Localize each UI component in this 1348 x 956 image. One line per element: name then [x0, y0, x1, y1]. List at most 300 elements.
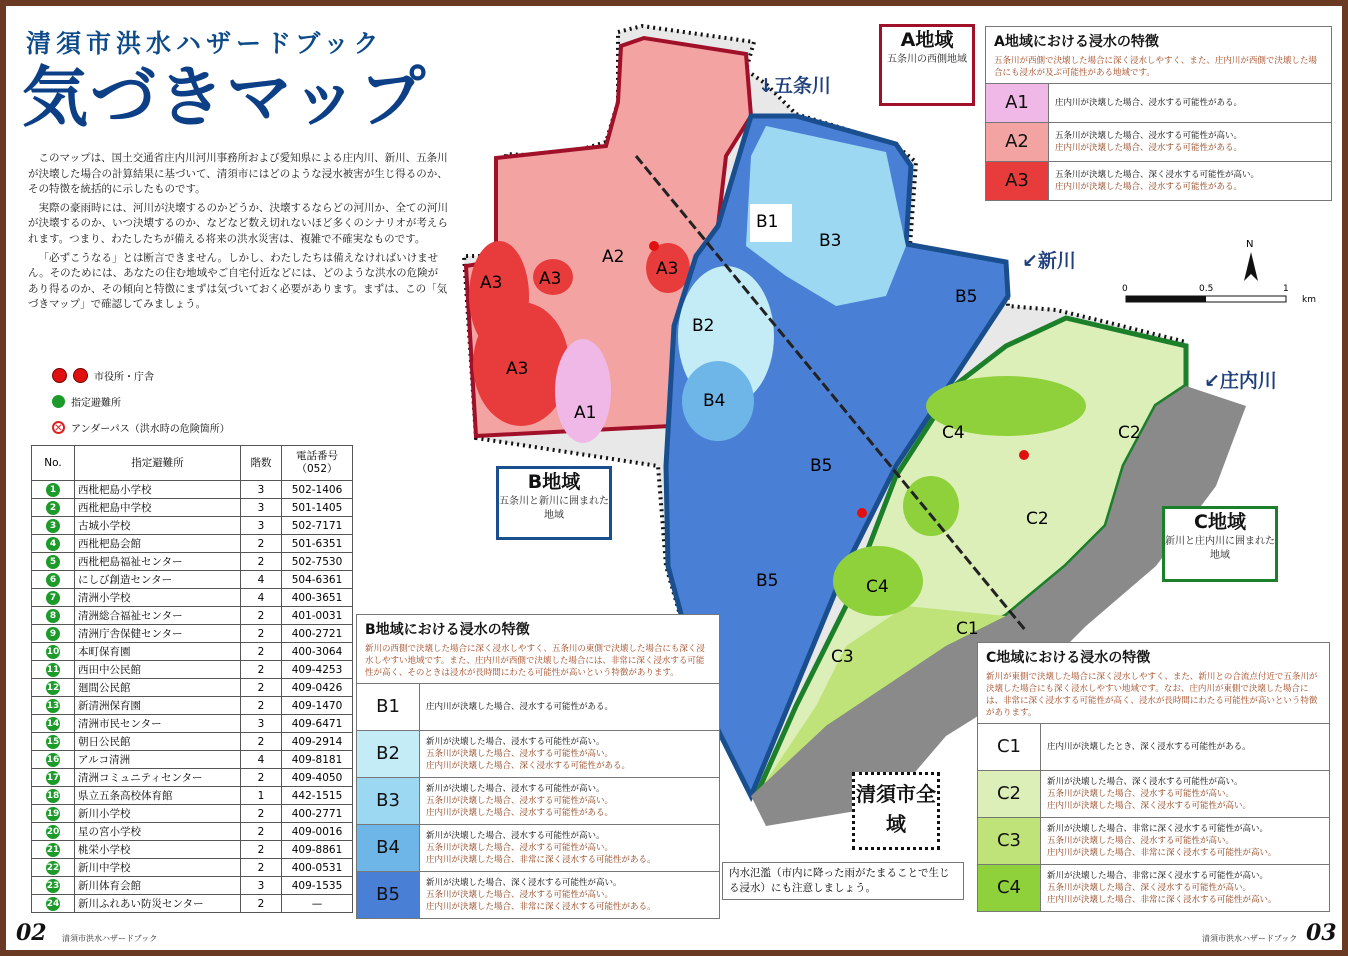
feature-code: A2 — [986, 123, 1049, 162]
shelter-number-icon: 6 — [46, 573, 60, 587]
shelter-name: 清洲総合福祉センター — [75, 607, 241, 625]
feature-text — [420, 872, 720, 919]
feature-line: 庄内川が決壊した場合、非常に深く浸水する可能性がある。 — [426, 855, 656, 865]
shelter-phone: 504-6361 — [282, 571, 353, 589]
table-row — [32, 769, 353, 787]
feature-line: 新川が決壊した場合、浸水する可能性が高い。 — [426, 737, 605, 747]
table-row — [32, 751, 353, 769]
shelter-no — [32, 499, 75, 517]
feature-row — [978, 865, 1329, 912]
feature-box-a — [985, 26, 1332, 201]
shelter-floors: 3 — [241, 499, 282, 517]
table-row — [32, 787, 353, 805]
label-c2-b: C2 — [1026, 509, 1049, 529]
feature-text — [1041, 724, 1330, 771]
shelter-number-icon: 17 — [46, 772, 60, 783]
table-row — [32, 553, 353, 571]
feature-line: 五条川が決壊した場合、浸水する可能性が高い。 — [426, 796, 614, 806]
shelter-no — [32, 643, 75, 661]
table-row — [32, 823, 353, 841]
feature-line: 庄内川が決壊した場合、浸水する可能性がある。 — [426, 702, 614, 712]
shelter-name: 本町保育園 — [75, 643, 241, 661]
table-row — [32, 535, 353, 553]
shelter-no — [32, 823, 75, 841]
feature-code: C2 — [978, 771, 1041, 818]
feature-text — [420, 684, 720, 731]
feature-row — [986, 123, 1331, 162]
feature-line: 新川が決壊した場合、深く浸水する可能性が高い。 — [426, 878, 622, 888]
feature-line: 五条川が決壊した場合、浸水する可能性が高い。 — [426, 890, 614, 900]
shelter-no — [32, 769, 75, 787]
feature-code: A3 — [986, 162, 1049, 201]
shelter-number-icon: 18 — [46, 790, 60, 801]
shelter-no — [32, 751, 75, 769]
feature-code: B1 — [357, 684, 420, 731]
shelter-no — [32, 877, 75, 895]
shelter-floors: 4 — [241, 571, 282, 589]
shelter-number-icon: 10 — [46, 646, 60, 657]
feature-line: 五条川が決壊した場合、浸水する可能性が高い。 — [1055, 131, 1243, 141]
feature-b-title: B地域における浸水の特徴 — [365, 622, 530, 638]
label-b5-b: B5 — [810, 456, 833, 476]
shelter-floors: 4 — [241, 589, 282, 607]
table-row — [32, 661, 353, 679]
shelter-no — [32, 517, 75, 535]
feature-line: 庄内川が決壊した場合、非常に深く浸水する可能性が高い。 — [1047, 848, 1277, 858]
scale-bar-fill — [1126, 296, 1206, 302]
feature-text — [1041, 771, 1330, 818]
legend-city-hall-label: 市役所・庁舎 — [94, 371, 154, 383]
feature-text — [420, 731, 720, 778]
feature-code: C1 — [978, 724, 1041, 771]
shelter-phone: 400-3064 — [282, 643, 353, 661]
shelter-floors: 3 — [241, 715, 282, 733]
table-row — [32, 679, 353, 697]
footer-book-name-right: 清須市洪水ハザードブック — [1202, 934, 1298, 943]
feature-line: 庄内川が決壊した場合、非常に深く浸水する可能性がある。 — [426, 902, 656, 912]
shelter-name: 西枇杷島会館 — [75, 535, 241, 553]
feature-box-c — [977, 642, 1330, 912]
table-row — [32, 841, 353, 859]
shelter-name: アルコ清洲 — [75, 751, 241, 769]
feature-line: 庄内川が決壊した場合、非常に深く浸水する可能性が高い。 — [1047, 895, 1277, 905]
scale-zero: 0 — [1122, 284, 1128, 294]
callout-b-title: B地域 — [527, 471, 581, 493]
feature-line: 新川が決壊した場合、深く浸水する可能性が高い。 — [1047, 777, 1243, 787]
zone-a1 — [555, 339, 611, 443]
feature-line: 五条川が決壊した場合、浸水する可能性が高い。 — [1047, 789, 1235, 799]
shelter-name: 清洲庁舎保健センター — [75, 625, 241, 643]
shelter-number-icon: 19 — [46, 808, 60, 819]
feature-line: 五条川が決壊した場合、深く浸水する可能性が高い。 — [1047, 883, 1252, 893]
feature-a-title: A地域における浸水の特徴 — [994, 34, 1159, 50]
callout-a-sub: 五条川の西側地域 — [887, 54, 967, 65]
feature-code: B4 — [357, 825, 420, 872]
callout-c — [1162, 506, 1278, 582]
table-row — [32, 517, 353, 535]
shelter-floors: 2 — [241, 643, 282, 661]
shelter-floors: 2 — [241, 607, 282, 625]
shelter-phone: 401-0031 — [282, 607, 353, 625]
label-a3-b: A3 — [539, 269, 562, 289]
page-number-right: 03 — [1306, 920, 1337, 946]
feature-code: B5 — [357, 872, 420, 919]
shelter-name: 西田中公民館 — [75, 661, 241, 679]
page-number-left: 02 — [16, 920, 47, 946]
feature-text — [1049, 84, 1332, 123]
shelter-number-icon: 15 — [46, 736, 60, 747]
shelter-floors: 2 — [241, 697, 282, 715]
shelter-phone: 502-1406 — [282, 481, 353, 499]
feature-code: C4 — [978, 865, 1041, 912]
shelter-name: 清洲小学校 — [75, 589, 241, 607]
feature-c-title: C地域における浸水の特徴 — [986, 650, 1151, 666]
river-label-gojo — [758, 71, 831, 98]
shelter-phone: 502-7530 — [282, 553, 353, 571]
shelter-name: 新清洲保育園 — [75, 697, 241, 715]
shelter-no — [32, 535, 75, 553]
feature-row — [357, 684, 719, 731]
feature-text — [1041, 818, 1330, 865]
callout-c-sub: 新川と庄内川に囲まれた地域 — [1165, 536, 1275, 561]
legend-city-hall — [52, 366, 154, 384]
legend-shelter-label: 指定避難所 — [71, 397, 121, 409]
intro-paragraph-2: 実際の豪雨時には、河川が決壊するのかどうか、決壊するならどの河川か、全ての河川が決壊するのか、いつ決壊するのか、などなど数え切れないほど多くのシナリオが考えられます。つまり、わたしたちが備える将来の洪水災害は、複雑で不確実なものです。 — [28, 201, 448, 245]
shelter-phone: 502-7171 — [282, 517, 353, 535]
feature-a-table — [986, 83, 1331, 200]
label-b2: B2 — [692, 316, 715, 336]
shelter-floors: 1 — [241, 787, 282, 805]
shelter-floors: 2 — [241, 661, 282, 679]
shelter-table-header — [32, 446, 353, 481]
shelter-floors: 2 — [241, 535, 282, 553]
city-hall-marker — [1019, 450, 1029, 460]
feature-c-table — [978, 723, 1329, 911]
feature-line: 五条川が決壊した場合、浸水する可能性が高い。 — [1047, 836, 1235, 846]
shelter-number-icon: 3 — [46, 519, 60, 533]
shelter-number-icon: 2 — [46, 501, 60, 515]
feature-c-desc: 新川が東側で決壊した場合に深く浸水しやすく、また、新川との合流点付近で五条川が決壊した場合にも深く浸水しやすい地域です。なお、庄内川が東側で決壊した場合には、非常に深く浸水する可能性が高く、浸水が長時間にわたる可能性が高いという特徴があります。 — [986, 672, 1318, 718]
table-row — [32, 859, 353, 877]
shelter-phone: 400-0531 — [282, 859, 353, 877]
shelter-floors: 2 — [241, 769, 282, 787]
feature-row — [986, 84, 1331, 123]
shelter-name: 星の宮小学校 — [75, 823, 241, 841]
col-floors: 階数 — [241, 446, 282, 481]
feature-code: B3 — [357, 778, 420, 825]
shelter-no — [32, 571, 75, 589]
shelter-name: 古城小学校 — [75, 517, 241, 535]
table-row — [32, 805, 353, 823]
city-hall-icon — [52, 368, 67, 383]
shelter-number-icon: 9 — [46, 627, 60, 641]
feature-row — [357, 872, 719, 919]
shelter-floors: 2 — [241, 553, 282, 571]
table-row — [32, 697, 353, 715]
label-b1: B1 — [756, 212, 779, 232]
shelter-table-body — [32, 481, 353, 913]
feature-line: 新川が決壊した場合、非常に深く浸水する可能性が高い。 — [1047, 824, 1269, 834]
shelter-no — [32, 661, 75, 679]
shelter-phone: 409-0426 — [282, 679, 353, 697]
intro-paragraph-3: 「必ずこうなる」とは断言できません。しかし、わたしたちは備えなければいけません。そのためには、あなたの住む地域やご自宅付近などには、どのような洪水の危険があり得るのか、その傾向と特徴にまずは気づいておく必要があります。まずは、この「気づきマップ」で確認してみましょう。 — [28, 251, 448, 311]
shelter-name: 清洲市民センター — [75, 715, 241, 733]
shelter-name: にしび創造センター — [75, 571, 241, 589]
shelter-phone: 501-1405 — [282, 499, 353, 517]
shelter-floors: 2 — [241, 859, 282, 877]
shelter-name: 清洲コミュニティセンター — [75, 769, 241, 787]
callout-b-sub: 五条川と新川に囲まれた地域 — [499, 496, 609, 521]
shelter-name: 県立五条高校体育館 — [75, 787, 241, 805]
label-c1: C1 — [956, 619, 979, 639]
label-a3-d: A3 — [656, 259, 679, 279]
north-label: N — [1246, 239, 1254, 250]
river-gojo-name: 五条川 — [773, 75, 831, 97]
shelter-name: 新川体育会館 — [75, 877, 241, 895]
shelter-phone: 409-8861 — [282, 841, 353, 859]
label-a2: A2 — [602, 247, 625, 267]
callout-all-title: 清須市全域 — [856, 782, 936, 836]
shelter-no — [32, 607, 75, 625]
shelter-floors: 2 — [241, 805, 282, 823]
callout-c-title: C地域 — [1194, 511, 1246, 533]
shelter-number-icon: 11 — [46, 664, 60, 675]
legend-underpass-label: アンダーパス（洪水時の危険箇所） — [71, 423, 230, 435]
shelter-floors: 4 — [241, 751, 282, 769]
feature-line: 五条川が決壊した場合、浸水する可能性が高い。 — [426, 749, 614, 759]
shelter-number-icon: 13 — [46, 700, 60, 711]
label-c2-a: C2 — [1118, 423, 1141, 443]
table-row — [32, 733, 353, 751]
shelter-name: 西枇杷島福祉センター — [75, 553, 241, 571]
shelter-table — [31, 445, 353, 913]
arrow-down-left-icon: ↙ — [1022, 250, 1038, 272]
col-phone: 電話番号（052） — [282, 446, 353, 481]
feature-line: 新川が決壊した場合、浸水する可能性が高い。 — [426, 784, 605, 794]
feature-line: 庄内川が決壊した場合、浸水する可能性がある。 — [1055, 182, 1243, 192]
shelter-name: 廻間公民館 — [75, 679, 241, 697]
city-hall-marker — [649, 241, 659, 251]
feature-line: 庄内川が決壊した場合、浸水する可能性がある。 — [426, 808, 614, 818]
north-arrow-icon — [1244, 252, 1258, 281]
feature-row — [978, 771, 1329, 818]
feature-a-desc: 五条川が西側で決壊した場合に深く浸水しやすく、また、庄内川が西側で決壊した場合にも浸水が及ぶ可能性がある地域です。 — [994, 56, 1317, 78]
shelter-phone: 442-1515 — [282, 787, 353, 805]
callout-a — [879, 24, 975, 106]
label-a3-a: A3 — [480, 273, 503, 293]
shelter-phone: 409-1470 — [282, 697, 353, 715]
shelter-phone: 400-2721 — [282, 625, 353, 643]
shelter-floors: 2 — [241, 823, 282, 841]
feature-text — [1049, 123, 1332, 162]
legend-underpass — [52, 418, 230, 436]
river-label-shonai — [1204, 366, 1277, 393]
callout-a-title: A地域 — [900, 29, 954, 51]
label-b4: B4 — [703, 391, 726, 411]
arrow-down-left-icon: ↙ — [1204, 370, 1220, 392]
shelter-phone: 400-3651 — [282, 589, 353, 607]
shelter-number-icon: 20 — [46, 826, 60, 837]
feature-code: C3 — [978, 818, 1041, 865]
feature-text — [420, 778, 720, 825]
shelter-name: 桃栄小学校 — [75, 841, 241, 859]
shelter-number-icon: 22 — [46, 862, 60, 873]
feature-b-table — [357, 683, 719, 918]
feature-line: 庄内川が決壊した場合、浸水する可能性がある。 — [1055, 98, 1243, 108]
shelter-phone: 400-2771 — [282, 805, 353, 823]
shelter-number-icon: 12 — [46, 682, 60, 693]
shelter-no — [32, 625, 75, 643]
city-hall-icon — [73, 368, 88, 383]
shelter-floors: 2 — [241, 733, 282, 751]
shelter-floors: 2 — [241, 895, 282, 913]
shelter-floors: 2 — [241, 625, 282, 643]
shelter-number-icon: 14 — [46, 718, 60, 729]
shelter-number-icon: 7 — [46, 591, 60, 605]
shelter-phone: 409-4253 — [282, 661, 353, 679]
label-c3: C3 — [831, 647, 854, 667]
feature-row — [986, 162, 1331, 201]
shelter-no — [32, 787, 75, 805]
feature-text — [1049, 162, 1332, 201]
feature-line: 庄内川が決壊した場合、深く浸水する可能性が高い。 — [1047, 801, 1252, 811]
table-row — [32, 877, 353, 895]
label-a3-c: A3 — [506, 359, 529, 379]
shelter-no — [32, 679, 75, 697]
shelter-no — [32, 481, 75, 499]
label-c4-b: C4 — [866, 577, 889, 597]
col-name: 指定避難所 — [75, 446, 241, 481]
shelter-phone: 409-4050 — [282, 769, 353, 787]
shelter-floors: 3 — [241, 481, 282, 499]
main-title: 気づきマップ — [22, 59, 428, 136]
shelter-number-icon: 1 — [46, 483, 60, 497]
feature-line: 庄内川が決壊した場合、浸水する可能性がある。 — [1055, 143, 1243, 153]
feature-code: A1 — [986, 84, 1049, 123]
shelter-number-icon: 8 — [46, 609, 60, 623]
series-title: 清須市洪水ハザードブック — [26, 29, 384, 58]
label-c4-a: C4 — [942, 423, 965, 443]
table-row — [32, 715, 353, 733]
river-shonai-name: 庄内川 — [1219, 370, 1277, 392]
feature-text — [420, 825, 720, 872]
shelter-phone: 409-0016 — [282, 823, 353, 841]
label-b3: B3 — [819, 231, 842, 251]
river-shin-name: 新川 — [1037, 250, 1076, 272]
feature-row — [978, 818, 1329, 865]
feature-text — [1041, 865, 1330, 912]
legend-shelter — [52, 392, 121, 410]
feature-code: B2 — [357, 731, 420, 778]
shelter-phone: — — [282, 895, 353, 913]
shelter-no — [32, 841, 75, 859]
underpass-icon: ✕ — [52, 421, 65, 434]
shelter-floors: 2 — [241, 841, 282, 859]
feature-row — [357, 825, 719, 872]
shelter-no — [32, 589, 75, 607]
shelter-name: 新川ふれあい防災センター — [75, 895, 241, 913]
feature-row — [357, 731, 719, 778]
shelter-number-icon: 23 — [46, 880, 60, 891]
intro-paragraph-1: このマップは、国土交通省庄内川河川事務所および愛知県による庄内川、新川、五条川が決壊した場合の計算結果に基づいて、清須市にはどのような浸水被害が生じ得るのか、その特徴を統括的に示したものです。 — [28, 152, 448, 196]
shelter-no — [32, 859, 75, 877]
feature-line: 新川が決壊した場合、浸水する可能性が高い。 — [426, 831, 605, 841]
table-row — [32, 643, 353, 661]
shelter-phone: 409-8181 — [282, 751, 353, 769]
shelter-name: 西枇杷島中学校 — [75, 499, 241, 517]
feature-line: 五条川が決壊した場合、浸水する可能性が高い。 — [426, 843, 614, 853]
shelter-no — [32, 715, 75, 733]
feature-row — [357, 778, 719, 825]
shelter-no — [32, 733, 75, 751]
shelter-number-icon: 4 — [46, 537, 60, 551]
river-label-shin — [1022, 246, 1076, 273]
inland-flood-note: 内水氾濫（市内に降った雨がたまることで生じる浸水）にも注意しましょう。 — [722, 862, 964, 900]
shelter-phone: 409-2914 — [282, 733, 353, 751]
shelter-name: 新川小学校 — [75, 805, 241, 823]
feature-row — [978, 724, 1329, 771]
footer-book-name-left: 清須市洪水ハザードブック — [62, 934, 158, 943]
table-row — [32, 607, 353, 625]
shelter-icon — [52, 395, 65, 408]
arrow-down-icon: ↓ — [758, 75, 774, 97]
shelter-no — [32, 697, 75, 715]
shelter-phone: 409-1535 — [282, 877, 353, 895]
zone-c4-mid — [903, 476, 959, 536]
shelter-floors: 2 — [241, 679, 282, 697]
shelter-no — [32, 895, 75, 913]
callout-all — [852, 772, 940, 850]
feature-line: 新川が決壊した場合、非常に深く浸水する可能性が高い。 — [1047, 871, 1269, 881]
city-hall-marker — [857, 508, 867, 518]
shelter-name: 朝日公民館 — [75, 733, 241, 751]
shelter-name: 新川中学校 — [75, 859, 241, 877]
shelter-number-icon: 5 — [46, 555, 60, 569]
scale-one: 1 — [1283, 284, 1289, 294]
shelter-no — [32, 553, 75, 571]
table-row — [32, 499, 353, 517]
feature-b-desc: 新川の西側で決壊した場合に深く浸水しやすく、五条川の東側で決壊した場合にも深く浸水しやすい地域です。また、庄内川が西側で決壊した場合には、非常に深く浸水する可能性が高く、そのときは浸水が長時間にわたる可能性が高いという特徴があります。 — [365, 644, 705, 678]
shelter-name: 西枇杷島小学校 — [75, 481, 241, 499]
intro-text — [28, 151, 448, 316]
shelter-phone: 409-6471 — [282, 715, 353, 733]
shelter-number-icon: 16 — [46, 754, 60, 765]
shelter-floors: 3 — [241, 877, 282, 895]
table-row — [32, 481, 353, 499]
label-a1: A1 — [574, 403, 597, 423]
table-row — [32, 625, 353, 643]
page — [6, 6, 1342, 950]
label-b5-a: B5 — [955, 287, 978, 307]
table-row — [32, 571, 353, 589]
callout-b — [496, 466, 612, 540]
feature-line: 五条川が決壊した場合、深く浸水する可能性が高い。 — [1055, 170, 1260, 180]
table-row — [32, 589, 353, 607]
scale-unit: km — [1302, 295, 1316, 305]
shelter-number-icon: 21 — [46, 844, 60, 855]
table-row — [32, 895, 353, 913]
scale-half: 0.5 — [1199, 284, 1214, 294]
feature-box-b — [356, 614, 720, 919]
label-b5-c: B5 — [756, 571, 779, 591]
shelter-floors: 3 — [241, 517, 282, 535]
col-no: No. — [32, 446, 75, 481]
shelter-number-icon: 24 — [46, 898, 60, 909]
shelter-no — [32, 805, 75, 823]
feature-line: 庄内川が決壊した場合、深く浸水する可能性がある。 — [426, 761, 631, 771]
feature-line: 庄内川が決壊したとき、深く浸水する可能性がある。 — [1047, 742, 1251, 752]
shelter-phone: 501-6351 — [282, 535, 353, 553]
